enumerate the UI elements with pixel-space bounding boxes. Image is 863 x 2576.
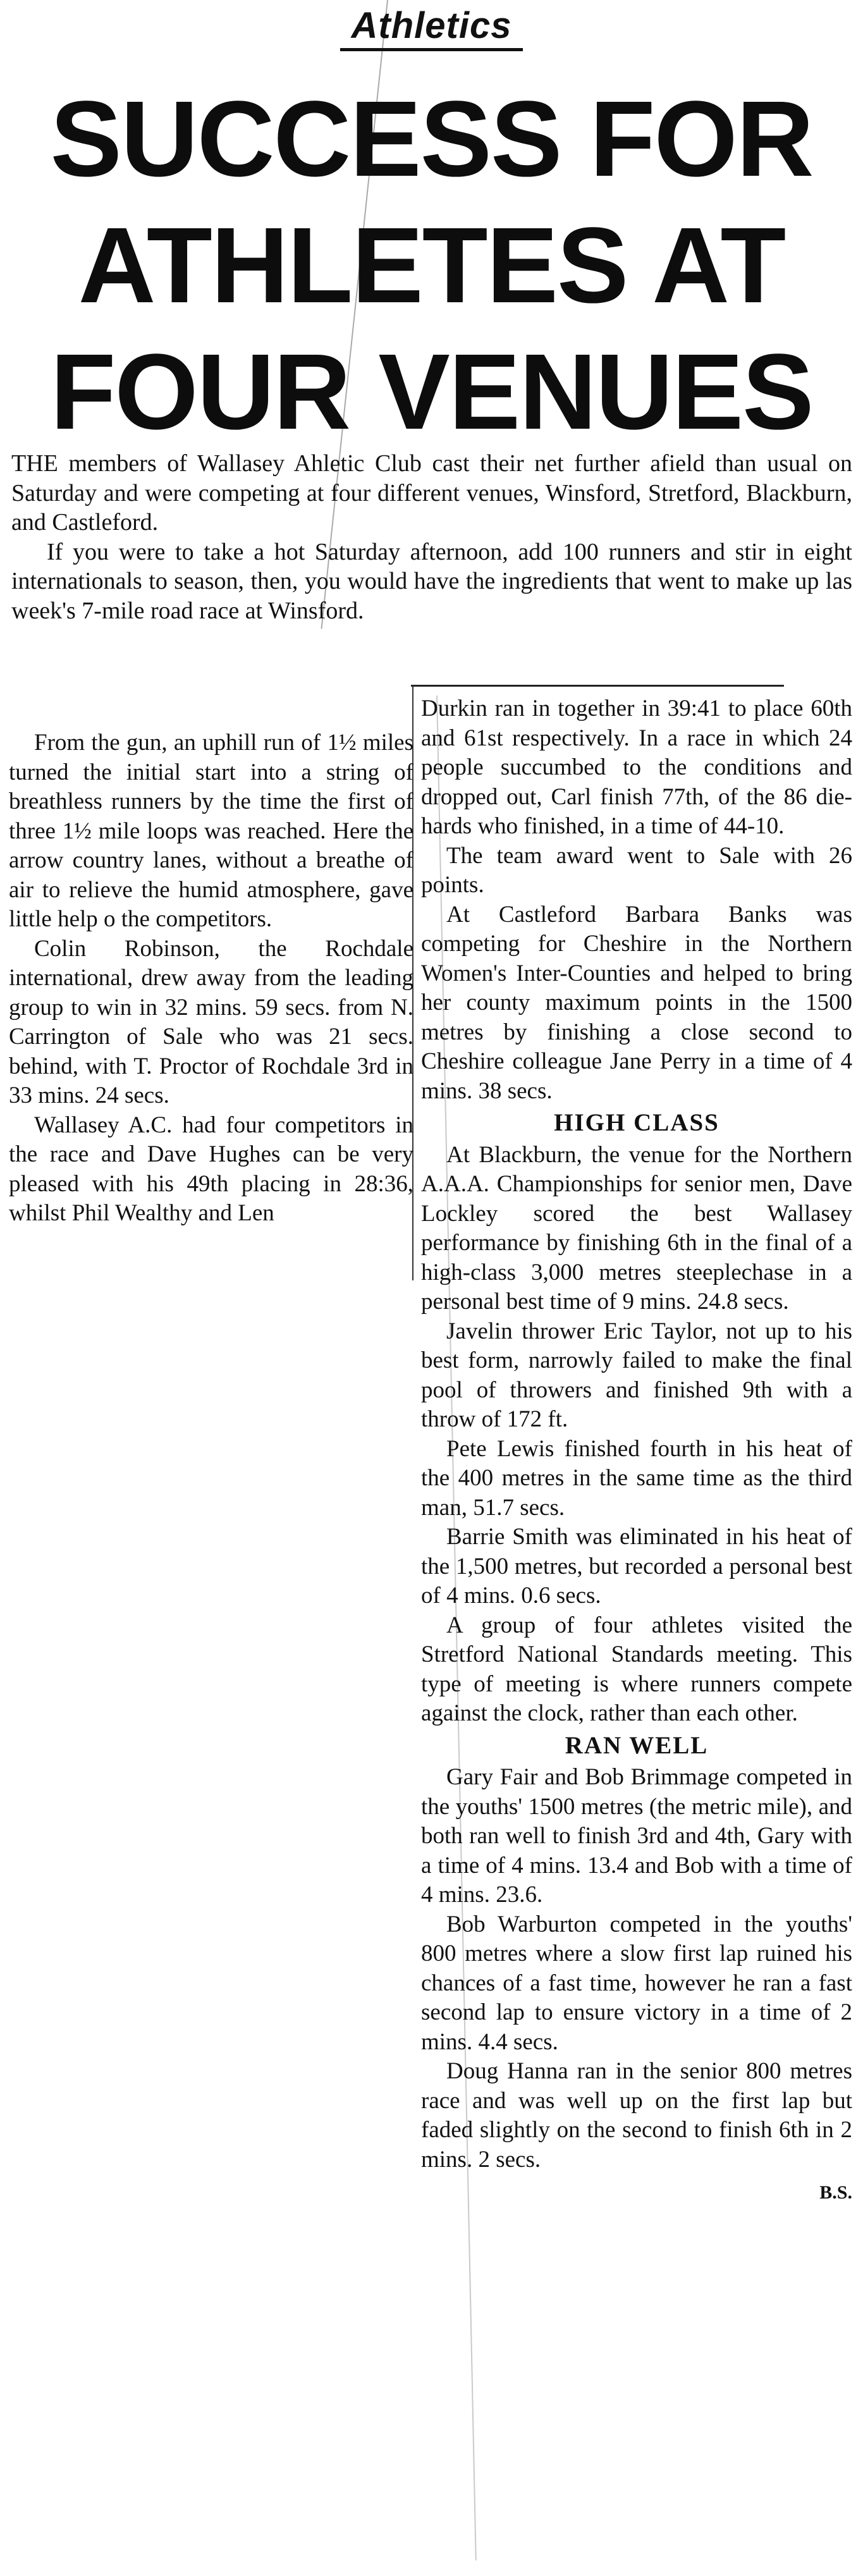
subheading: RAN WELL <box>565 1731 709 1759</box>
body-paragraph: A group of four athletes visited the Stretford National Standards meeting. This type of meeting is where runners compete against the clock, rather than each other. <box>421 1612 852 1726</box>
section-kicker-wrap <box>0 4 863 51</box>
section-kicker: Athletics <box>340 4 523 51</box>
body-paragraph: At Blackburn, the venue for the Northern A.A.A. Championships for senior men, Dave Lockley scored the best Wallasey performance by finishing 6th in the final of a high-class 3,000 metres steeplechase in a personal best time of 9 mins. 24.8 secs. <box>421 1141 852 1315</box>
right-column <box>421 694 852 2208</box>
headline-line: ATHLETES AT <box>78 205 785 326</box>
body-paragraph: Javelin thrower Eric Taylor, not up to his best form, narrowly failed to make the final pool of throwers and finished 9th with a throw of 172 ft. <box>421 1318 852 1432</box>
body-paragraph: Barrie Smith was eliminated in his heat of the 1,500 metres, but recorded a personal best of 4 mins. 0.6 secs. <box>421 1524 852 1609</box>
body-paragraph: Doug Hanna ran in the senior 800 metres race and was well up on the first lap but faded slightly on the second to finish 6th in 2 mins. 2 secs. <box>421 2058 852 2173</box>
body-paragraph: Wallasey A.C. had four competitors in the race and Dave Hughes can be very pleased with his 49th placing in 28:36, whilst Phil Wealthy and Len <box>9 1112 413 1226</box>
intro-text <box>11 449 852 625</box>
body-paragraph: Durkin ran in together in 39:41 to place 60th and 61st respectively. In a race in which 24 people succumbed to the conditions and dropped out, Carl finish 77th, of the 86 die-hards who finished, in a time of 44-10. <box>421 696 852 839</box>
headline <box>0 76 863 455</box>
body-paragraph: The team award went to Sale with 26 points. <box>421 842 852 898</box>
body-paragraph: Pete Lewis finished fourth in his heat of the 400 metres in the same time as the third man, 51.7 secs. <box>421 1435 852 1521</box>
left-column <box>9 728 413 1229</box>
intro-paragraph: THE members of Wallasey Ahletic Club cast their net further afield than usual on Saturday and were competing at four different venues, Winsford, Stretford, Blackburn, and Castleford. <box>11 450 852 536</box>
author-initials: B.S. <box>819 2182 852 2203</box>
body-paragraph: Bob Warburton competed in the youths' 800 metres where a slow first lap ruined his chances of a fast time, however he ran a fast second lap to ensure victory in a time of 2 mins. 4.4 secs. <box>421 1911 852 2055</box>
body-paragraph: Colin Robinson, the Rochdale international, drew away from the leading group to win in 32 mins. 59 secs. from N. Carrington of Sale who was 21 secs. behind, with T. Proctor of Rochdale 3rd in 33 mins. 24 secs. <box>9 935 413 1108</box>
subheading: HIGH CLASS <box>554 1109 719 1136</box>
body-paragraph: At Castleford Barbara Banks was competing for Cheshire in the Northern Women's Inter-Counties and helped to bring her county maximum points in the 1500 metres by finishing a close second to Cheshire colleague Jane Perry in a time of 4 mins. 38 secs. <box>421 901 852 1104</box>
body-paragraph: From the gun, an uphill run of 1½ miles turned the initial start into a string of breathless runners by the time the first of three 1½ mile loops was reached. Here the arrow country lanes, without a breathe of air to relieve the humid atmosphere, gave little help o the competitors. <box>9 730 413 932</box>
column-rule <box>411 685 784 687</box>
intro-paragraph: If you were to take a hot Saturday afternoon, add 100 runners and stir in eight internationals to season, then, you would have the ingredients that went to make up las week's 7-mile road race at Winsford. <box>11 538 852 624</box>
headline-line: FOUR VENUES <box>50 332 813 452</box>
body-paragraph: Gary Fair and Bob Brimmage competed in the youths' 1500 metres (the metric mile), and both ran well to finish 3rd and 4th, Gary with a time of 4 mins. 13.4 and Bob with a time of 4 mins. 23.6. <box>421 1764 852 1908</box>
headline-line: SUCCESS FOR <box>50 79 813 199</box>
